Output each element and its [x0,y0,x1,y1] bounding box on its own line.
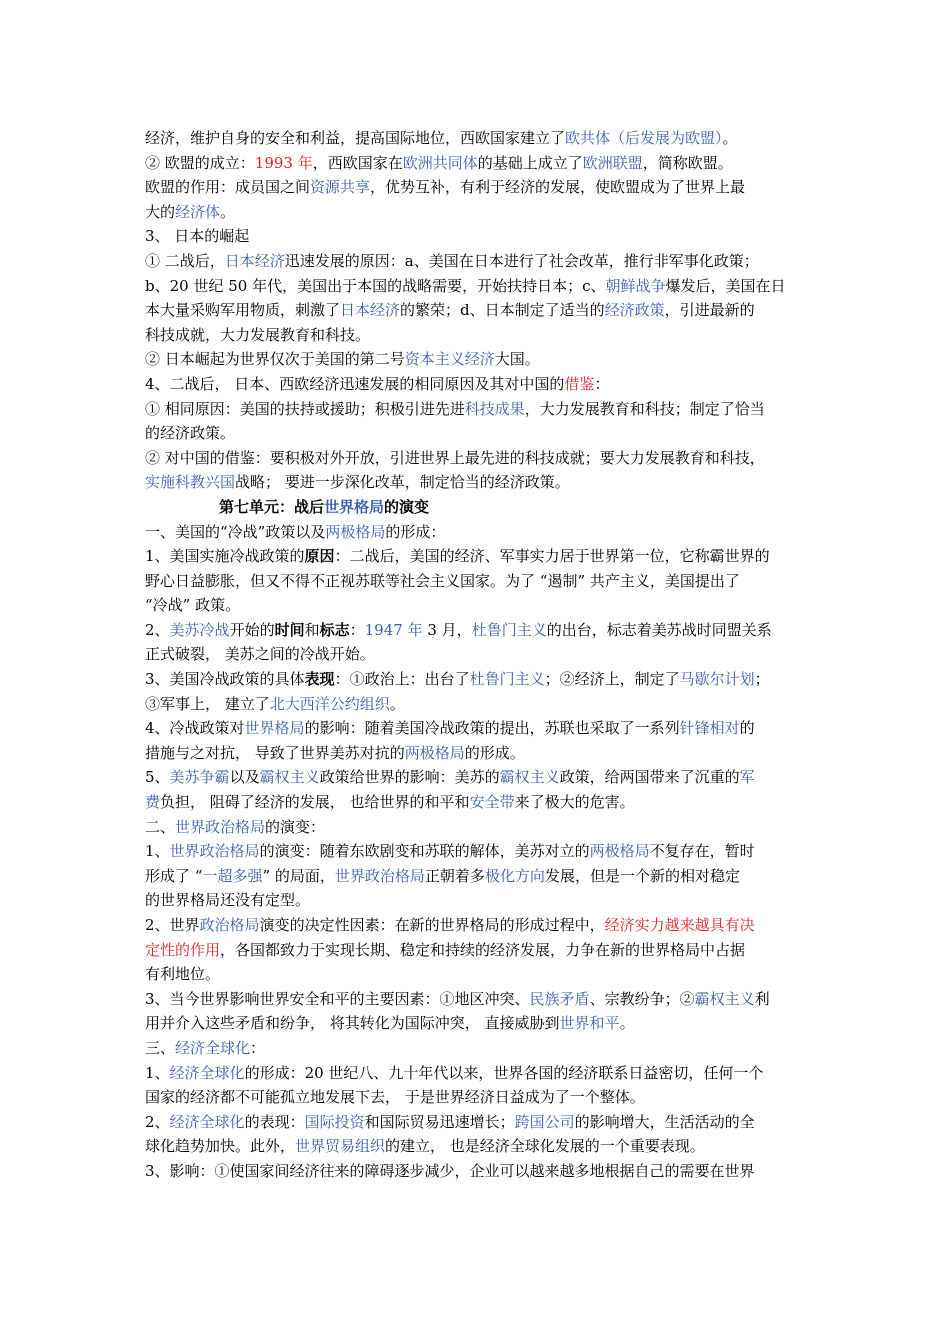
text-line [145,372,807,397]
text-line [145,839,807,864]
text-run: 、宗教纷争；② [589,989,695,1008]
text-run: 的建立， 也是经济全球化发展的一个重要表现。 [385,1137,705,1156]
text-run: 大国。 [494,350,540,369]
text-run: ，优势互补，有利于经济的发展，使欧盟成为了世界上最 [370,178,746,197]
text-run: ② 欧盟的成立： [145,153,255,172]
text-run: 5、 [145,768,170,787]
highlight-blue: 世界政治格局 [169,842,260,861]
text-run: 迅速发展的原因：a、美国在日本进行了社会改革，推行非军事化政策； [284,251,759,270]
text-run: 2、 [145,1112,170,1131]
text-run: 。 [619,1014,635,1033]
highlight-blue: 军 [739,768,755,787]
text-run: ” 的局面， [262,866,335,885]
text-run: 二、 [145,817,176,836]
highlight-blue: 经济全球化 [169,1063,245,1082]
text-run: ① 相同原因：美国的扶持或援助；积极引进先进 [145,399,465,418]
highlight-blue: 一超多强 [202,866,263,885]
text-run: 不复存在，暂时 [649,842,755,861]
highlight-blue: 极化方向 [484,866,545,885]
bold-term: 时间 [274,620,305,639]
text-run: ，简称欧盟。 [642,153,733,172]
text-run: 的形成： [385,522,446,541]
highlight-blue: 经济全球化 [175,1038,251,1057]
text-line [145,249,807,274]
text-line [145,224,807,249]
highlight-blue: 北大西洋公约组织 [269,694,390,713]
text-line [145,323,807,348]
section-title [145,495,807,520]
highlight-blue: 两极格局 [589,842,650,861]
highlight-blue: 两极格局 [325,522,386,541]
text-run: ，大力发展教育和科技；制定了恰当 [524,399,765,418]
text-line [145,1085,807,1110]
text-line [145,1061,807,1086]
text-line [145,790,807,815]
highlight-red: 借鉴 [564,374,595,393]
text-run: 的形成：20 世纪八、九十年代以来，世界各国的经济联系日益密切，任何一个 [244,1063,764,1082]
text-run: ② 对中国的借鉴：要积极对外开放，引进世界上最先进的科技成就；要大力发展教育和科技， [145,448,765,467]
text-run: 1、 [145,1063,170,1082]
text-run: 的影响：随着美国冷战政策的提出，苏联也采取了一系列 [304,719,680,738]
text-run: 的表现： [244,1112,305,1131]
text-run: 球化趋势加快。此外， [145,1137,296,1156]
text-line [145,815,807,840]
highlight-blue: 杜鲁门主义 [469,670,545,689]
bold-term: 原因 [304,547,335,566]
highlight-blue: 安全带 [469,793,515,812]
text-run: 的演变 [384,497,430,516]
text-run: ：①政治上：出台了 [334,670,470,689]
text-line [145,200,807,225]
text-run: 3、美国冷战政策的具体 [145,670,305,689]
highlight-blue: 国际投资 [304,1112,365,1131]
text-line [145,1134,807,1159]
text-run: 国家的经济都不可能孤立地发展下去， 于是世界经济日益成为了一个整体。 [145,1088,645,1107]
text-line [145,667,807,692]
text-run: 的世界格局还没有定型。 [145,891,311,910]
highlight-blue: 欧洲联盟 [582,153,643,172]
text-line [145,987,807,1012]
text-run: 的演变： [265,817,326,836]
highlight-red: 定性的作用 [145,940,221,959]
text-line [145,962,807,987]
text-run: 来了极大的危害。 [514,793,635,812]
highlight-blue: 美苏争霸 [169,768,230,787]
text-run: 的基础上成立了 [477,153,583,172]
text-line [145,888,807,913]
highlight-blue: 美苏冷战 [169,620,230,639]
text-run: 4、二战后， 日本、西欧经济迅速发展的相同原因及其对中国的 [145,374,565,393]
text-run: ： [594,374,610,393]
text-run: ，各国都致力于实现长期、稳定和持续的经济发展，力争在新的世界格局中占据 [220,940,746,959]
text-run: 以及 [229,768,260,787]
text-run: 的演变：随着东欧剧变和苏联的解体，美苏对立的 [259,842,590,861]
text-run: 战略； 要进一步深化改革，制定恰当的经济政策。 [235,473,570,492]
highlight-blue: 霸权主义 [694,989,755,1008]
text-run: ③军事上， 建立了 [145,694,270,713]
highlight-blue: 世界贸易组织 [295,1137,386,1156]
text-line [145,397,807,422]
highlight-blue: 两极格局 [404,743,465,762]
text-line [145,716,807,741]
highlight-blue: 跨国公司 [514,1112,575,1131]
text-run: 开始的 [229,620,275,639]
text-run: 。 [389,694,405,713]
text-run: ：二战后，美国的经济、军事实力居于世界第一位，它称霸世界的 [334,547,770,566]
text-run: 三、 [145,1038,176,1057]
text-run: 3、当今世界影响世界安全和平的主要因素：①地区冲突、 [145,989,530,1008]
text-run: 2、世界 [145,916,200,934]
text-line [145,741,807,766]
highlight-blue: 经济体 [175,202,221,221]
text-run: 的影响增大，生活活动的全 [574,1112,755,1131]
text-run: “冷战” 政策。 [145,596,241,615]
text-run: 形成了 “ [145,866,203,885]
text-run: 野心日益膨胀，但又不得不正视苏联等社会主义国家。为了 “遏制” 共产主义，美国提出了 [145,571,740,590]
text-run: 正式破裂， 美苏之间的冷战开始。 [145,645,375,664]
text-line [145,938,807,963]
text-line [145,913,807,938]
text-run: 4、冷战政策对 [145,719,245,738]
highlight-blue: 经济全球化 [169,1112,245,1131]
text-run: 大的 [145,202,176,221]
highlight-blue: 政治格局 [199,916,260,934]
highlight-blue: 世界格局 [244,719,305,738]
text-run: ① 二战后， [145,251,225,270]
highlight-blue: 世界政治格局 [334,866,425,885]
text-run: b、20 世纪 50 年代，美国出于本国的战略需要，开始扶持日本；c、 [145,276,606,295]
text-run: 经济，维护自身的安全和利益，提高国际地位，西欧国家建立了 [145,129,566,147]
text-run: 和 [304,620,320,639]
text-run: ： [250,1038,266,1057]
text-run: ② 日本崛起为世界仅次于美国的第二号 [145,350,405,369]
text-line [145,864,807,889]
text-run: 爆发后，美国在日 [665,276,786,295]
text-run: 正朝着多 [424,866,485,885]
highlight-blue: 霸权主义 [499,768,560,787]
text-run: 和国际贸易迅速增长； [364,1112,515,1131]
text-line [145,642,807,667]
text-line [145,544,807,569]
highlight-red: 经济实力越来越具有决 [604,916,755,934]
text-line [145,692,807,717]
highlight-blue: 欧共体（后发展为欧盟） [565,129,723,147]
text-run: 政策给世界的影响：美苏的 [319,768,500,787]
text-run: 的出台，标志着美苏战时同盟关系 [546,620,772,639]
text-run: 的经济政策。 [145,424,236,443]
highlight-blue: 世界政治格局 [175,817,266,836]
highlight-blue: 资本主义经济 [404,350,495,369]
text-line [145,347,807,372]
text-run: 利 [754,989,770,1008]
text-line [145,274,807,299]
text-line [145,1110,807,1135]
text-run: 发展，但是一个新的相对稳定 [544,866,740,885]
text-run: 。 [220,202,236,221]
text-line [145,520,807,545]
highlight-blue: 实施科教兴国 [145,473,236,492]
text-line [145,618,807,643]
text-line [145,470,807,495]
text-line [145,765,807,790]
bold-term: 表现 [304,670,335,689]
text-line [145,1036,807,1061]
text-line [145,298,807,323]
highlight-blue: 针锋相对 [679,719,740,738]
text-run: 有利地位。 [145,965,221,984]
text-line [145,593,807,618]
text-run: ，西欧国家在 [312,153,403,172]
text-run: 的繁荣；d、日本制定了适当的 [400,301,605,320]
text-run: 的 [739,719,755,738]
text-run: 本大量采购军用物质，刺激了 [145,301,341,320]
text-run: 负担， 阻碍了经济的发展， 也给世界的和平和 [160,793,470,812]
text-run: 。 [722,129,738,147]
text-run: 用并介入这些矛盾和纷争， 将其转化为国际冲突， 直接威胁到 [145,1014,560,1033]
text-run: ； [754,670,770,689]
text-run: 第七单元：战后 [219,497,325,516]
text-run: 科技成就，大力发展教育和科技。 [145,325,371,344]
text-run: 1、 [145,842,170,861]
bold-term: 标志 [319,620,350,639]
text-run: 1、美国实施冷战政策的 [145,547,305,566]
highlight-blue: 世界格局 [324,497,385,516]
text-run: ： [349,620,365,639]
text-run: 欧盟的作用：成员国之间 [145,178,311,197]
highlight-blue: 科技成果 [464,399,525,418]
text-line [145,126,807,151]
text-run: ，引进最新的 [664,301,755,320]
text-run: 2、 [145,620,170,639]
highlight-blue: 欧洲共同体 [402,153,478,172]
highlight-blue: 费 [145,793,161,812]
text-run: 3、影响：①使国家间经济往来的障碍逐步减少，企业可以越来越多地根据自己的需要在世界 [145,1161,755,1180]
text-line [145,569,807,594]
text-run: 的形成。 [464,743,525,762]
highlight-blue: 日本经济 [224,251,285,270]
highlight-blue: 霸权主义 [259,768,320,787]
text-run: 演变的决定性因素：在新的世界格局的形成过程中， [259,916,605,934]
highlight-blue: 1947 年 [364,620,423,639]
highlight-blue: 资源共享 [310,178,371,197]
text-line [145,421,807,446]
text-run: 3、 日本的崛起 [145,227,250,246]
highlight-red: 1993 年 [254,153,313,172]
text-run: 措施与之对抗， 导致了世界美苏对抗的 [145,743,405,762]
text-line [145,1011,807,1036]
text-line [145,175,807,200]
highlight-blue: 马歇尔计划 [679,670,755,689]
text-run: ；②经济上，制定了 [544,670,680,689]
document-page [145,126,807,1184]
highlight-blue: 经济政策 [604,301,665,320]
highlight-blue: 朝鲜战争 [605,276,666,295]
text-line [145,151,807,176]
highlight-blue: 日本经济 [340,301,401,320]
highlight-blue: 杜鲁门主义 [471,620,547,639]
highlight-blue: 民族矛盾 [529,989,590,1008]
text-run: 政策，给两国带来了沉重的 [559,768,740,787]
text-line [145,446,807,471]
text-run: 3 月， [422,620,472,639]
text-line [145,1159,807,1184]
text-run: 一、美国的“冷战”政策以及 [145,522,326,541]
highlight-blue: 世界和平 [559,1014,620,1033]
